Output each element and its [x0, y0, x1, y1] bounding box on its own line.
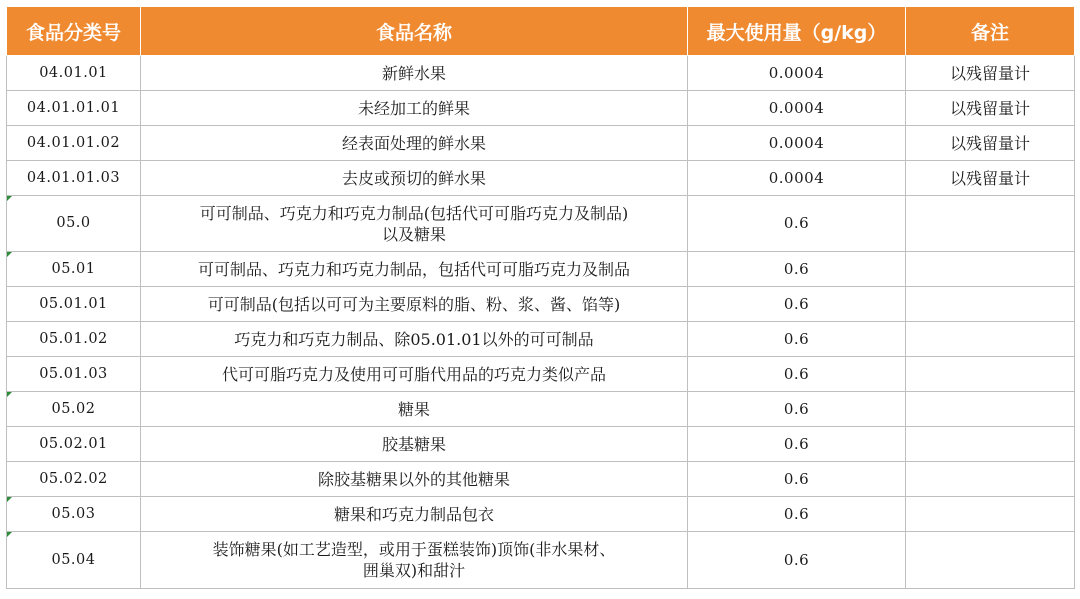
table-row: [7, 56, 1075, 91]
cell-note: 以残留量计: [906, 161, 1075, 196]
cell-name: 代可可脂巧克力及使用可可脂代用品的巧克力类似产品: [141, 357, 688, 392]
header-category-code: 食品分类号: [7, 7, 141, 56]
cell-name: [141, 196, 688, 252]
cell-code: 04.01.01: [7, 56, 141, 91]
cell-note: [906, 287, 1075, 322]
cell-note: [906, 427, 1075, 462]
table-row: [7, 357, 1075, 392]
cell-marker: [7, 252, 12, 257]
cell-name: 新鲜水果: [141, 56, 688, 91]
cell-max: 0.6: [688, 287, 906, 322]
cell-name: 糖果和巧克力制品包衣: [141, 497, 688, 532]
cell-code: 04.01.01.02: [7, 126, 141, 161]
cell-name: 经表面处理的鲜水果: [141, 126, 688, 161]
cell-max: 0.0004: [688, 91, 906, 126]
cell-code-text: 05.03: [51, 505, 96, 522]
food-additive-table: [6, 6, 1075, 589]
table-row: [7, 196, 1075, 252]
cell-note: [906, 252, 1075, 287]
cell-code-text: 05.04: [51, 551, 96, 568]
cell-max: 0.6: [688, 462, 906, 497]
cell-name-line: 以及糖果: [381, 224, 446, 244]
cell-name-line: 囲巢双)和甜汁: [362, 561, 466, 580]
cell-marker: [7, 196, 12, 201]
table-row: [7, 462, 1075, 497]
cell-name: 胶基糖果: [141, 427, 688, 462]
cell-max: 0.6: [688, 252, 906, 287]
cell-max: 0.6: [688, 427, 906, 462]
cell-max: 0.0004: [688, 126, 906, 161]
cell-code-text: 05.0: [56, 215, 91, 231]
cell-name: 巧克力和巧克力制品、除05.01.01以外的可可制品: [141, 322, 688, 357]
cell-max: 0.6: [688, 392, 906, 427]
cell-marker: [7, 497, 12, 502]
cell-marker: [7, 532, 12, 537]
cell-max: 0.0004: [688, 161, 906, 196]
table-header-row: [7, 7, 1075, 56]
cell-code: [7, 196, 141, 252]
table-row: [7, 322, 1075, 357]
cell-note: [906, 532, 1075, 589]
cell-code: 04.01.01.01: [7, 91, 141, 126]
cell-note: [906, 462, 1075, 497]
header-food-name: 食品名称: [141, 7, 688, 56]
cell-name: 未经加工的鲜果: [141, 91, 688, 126]
cell-note: [906, 392, 1075, 427]
cell-note: [906, 357, 1075, 392]
cell-code: 04.01.01.03: [7, 161, 141, 196]
cell-code: 05.01.02: [7, 322, 141, 357]
cell-code-text: 05.02: [51, 400, 96, 417]
table-row: [7, 161, 1075, 196]
cell-code: [7, 532, 141, 589]
cell-note: [906, 497, 1075, 532]
cell-name-line: 可可制品、巧克力和巧克力制品(包括代可可脂巧克力及制品): [199, 203, 629, 223]
table-row: [7, 392, 1075, 427]
cell-max: 0.0004: [688, 56, 906, 91]
cell-marker: [7, 392, 12, 397]
table-container: [6, 6, 1074, 589]
cell-name: 除胶基糖果以外的其他糖果: [141, 462, 688, 497]
table-row: [7, 287, 1075, 322]
table-row: [7, 252, 1075, 287]
cell-note: [906, 322, 1075, 357]
cell-max: 0.6: [688, 322, 906, 357]
cell-note: 以残留量计: [906, 126, 1075, 161]
cell-max: 0.6: [688, 497, 906, 532]
cell-note: 以残留量计: [906, 91, 1075, 126]
cell-note: 以残留量计: [906, 56, 1075, 91]
cell-code: [7, 252, 141, 287]
cell-note: [906, 196, 1075, 252]
cell-name: 可可制品、巧克力和巧克力制品，包括代可可脂巧克力及制品: [141, 252, 688, 287]
table-row: [7, 126, 1075, 161]
cell-code: 05.02.02: [7, 462, 141, 497]
cell-code: 05.02.01: [7, 427, 141, 462]
cell-name: 糖果: [141, 392, 688, 427]
table-row: [7, 91, 1075, 126]
cell-name: [141, 532, 688, 589]
cell-code: [7, 392, 141, 427]
cell-max: 0.6: [688, 196, 906, 252]
table-row: [7, 427, 1075, 462]
cell-name-line: 装饰糖果(如工艺造型，或用于蛋糕装饰)顶饰(非水果材、: [212, 540, 616, 559]
cell-code: 05.01.01: [7, 287, 141, 322]
header-remarks: 备注: [906, 7, 1075, 56]
table-row: [7, 532, 1075, 589]
cell-name: 可可制品(包括以可可为主要原料的脂、粉、浆、酱、馅等): [141, 287, 688, 322]
table-row: [7, 497, 1075, 532]
cell-max: 0.6: [688, 532, 906, 589]
cell-code: 05.01.03: [7, 357, 141, 392]
cell-max: 0.6: [688, 357, 906, 392]
cell-code: [7, 497, 141, 532]
header-max-usage: 最大使用量（g/kg）: [688, 7, 906, 56]
cell-code-text: 05.01: [51, 260, 96, 277]
cell-name: 去皮或预切的鲜水果: [141, 161, 688, 196]
